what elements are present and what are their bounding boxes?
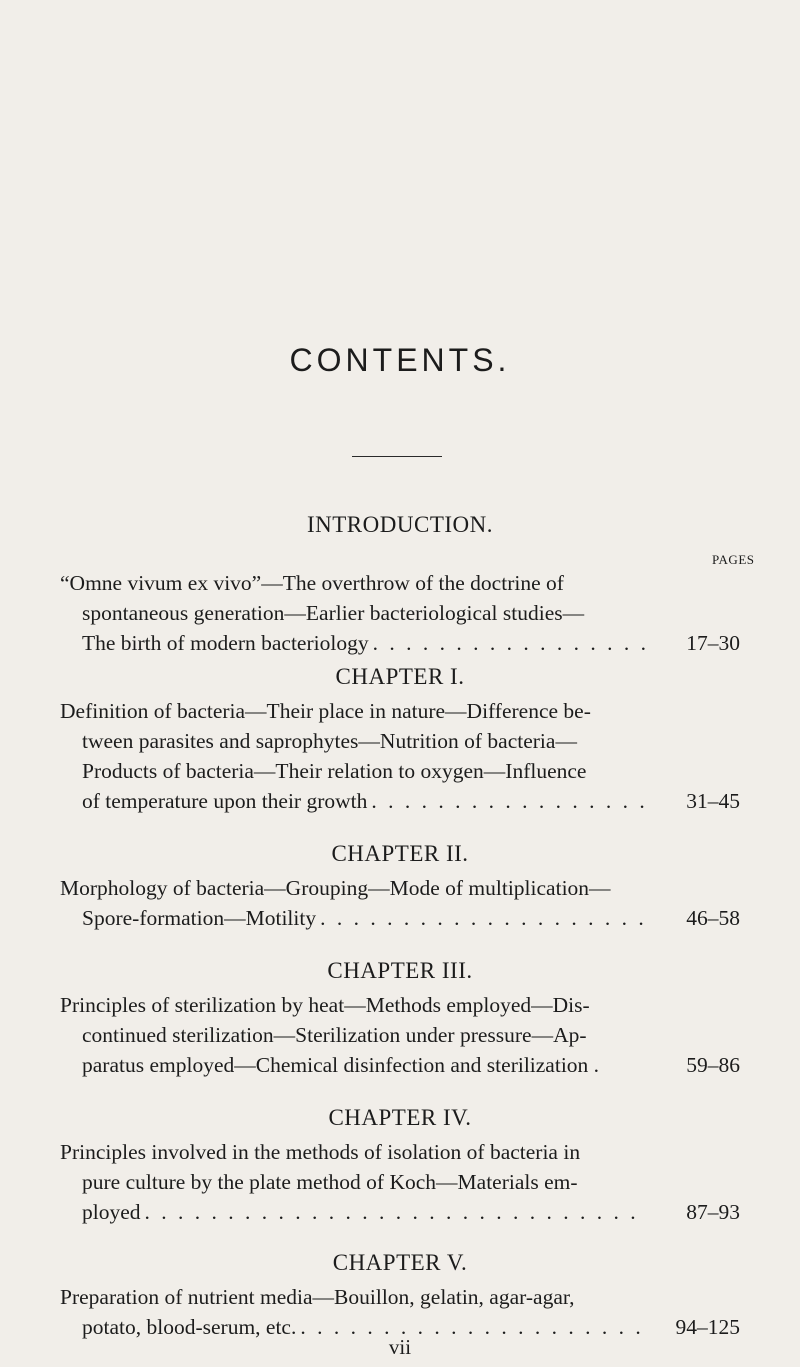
toc-entry-chapter-3 — [60, 990, 740, 1080]
toc-entry-introduction — [60, 568, 740, 658]
section-heading-introduction: INTRODUCTION. — [306, 512, 493, 537]
page-range: 31–45 — [686, 789, 740, 813]
entry-last-line — [60, 628, 740, 658]
section-heading-chapter-5: CHAPTER V. — [332, 1250, 468, 1275]
entry-line: spontaneous generation—Earlier bacteriological studies— — [82, 601, 585, 625]
entry-line-text: of temperature upon their growth — [82, 789, 368, 813]
entry-line: Definition of bacteria—Their place in nature—Difference be- — [60, 699, 591, 723]
toc-entry-chapter-1 — [60, 696, 740, 816]
section-heading-chapter-1: CHAPTER I. — [335, 664, 465, 689]
entry-line-text: paratus employed—Chemical disinfection and sterilization . — [82, 1053, 600, 1077]
page-range: 59–86 — [686, 1053, 740, 1077]
entry-line-text: Spore-formation—Motility — [82, 906, 317, 930]
pages-column-label: PAGES — [712, 552, 755, 567]
dot-leader — [316, 903, 648, 933]
section-heading-chapter-3: CHAPTER III. — [327, 958, 473, 983]
dot-leader — [367, 786, 648, 816]
entry-line: “Omne vivum ex vivo”—The overthrow of the doctrine of — [60, 571, 564, 595]
page-number: vii — [388, 1335, 412, 1359]
entry-line: Morphology of bacteria—Grouping—Mode of multiplication— — [60, 876, 611, 900]
entry-line-text: potato, blood-serum, etc. — [82, 1315, 297, 1339]
entry-line: pure culture by the plate method of Koch—Materials em- — [82, 1170, 578, 1194]
toc-entry-chapter-4 — [60, 1137, 740, 1227]
page-title: CONTENTS. — [289, 342, 511, 378]
entry-line-text: The birth of modern bacteriology — [82, 631, 369, 655]
entry-line-text: ployed — [82, 1200, 141, 1224]
section-heading-chapter-4: CHAPTER IV. — [328, 1105, 472, 1130]
entry-last-line — [60, 786, 740, 816]
section-heading-chapter-2: CHAPTER II. — [331, 841, 469, 866]
title-rule — [352, 456, 442, 457]
page-range: 46–58 — [686, 906, 740, 930]
entry-last-line — [60, 903, 740, 933]
toc-entry-chapter-2 — [60, 873, 740, 933]
entry-line: Products of bacteria—Their relation to oxygen—Influence — [82, 759, 587, 783]
entry-last-line — [60, 1050, 740, 1080]
entry-line: Preparation of nutrient media—Bouillon, gelatin, agar-agar, — [60, 1285, 575, 1309]
entry-last-line — [60, 1197, 740, 1227]
entry-line: Principles of sterilization by heat—Methods employed—Dis- — [60, 993, 590, 1017]
toc-entry-chapter-5 — [60, 1282, 740, 1342]
entry-line: tween parasites and saprophytes—Nutrition of bacteria— — [82, 729, 577, 753]
page-range: 17–30 — [686, 631, 740, 655]
dot-leader — [141, 1197, 648, 1227]
entry-line: continued sterilization—Sterilization under pressure—Ap- — [82, 1023, 587, 1047]
page-range: 87–93 — [686, 1200, 740, 1224]
entry-line: Principles involved in the methods of isolation of bacteria in — [60, 1140, 581, 1164]
page-range: 94–125 — [675, 1315, 740, 1339]
dot-leader — [369, 628, 648, 658]
